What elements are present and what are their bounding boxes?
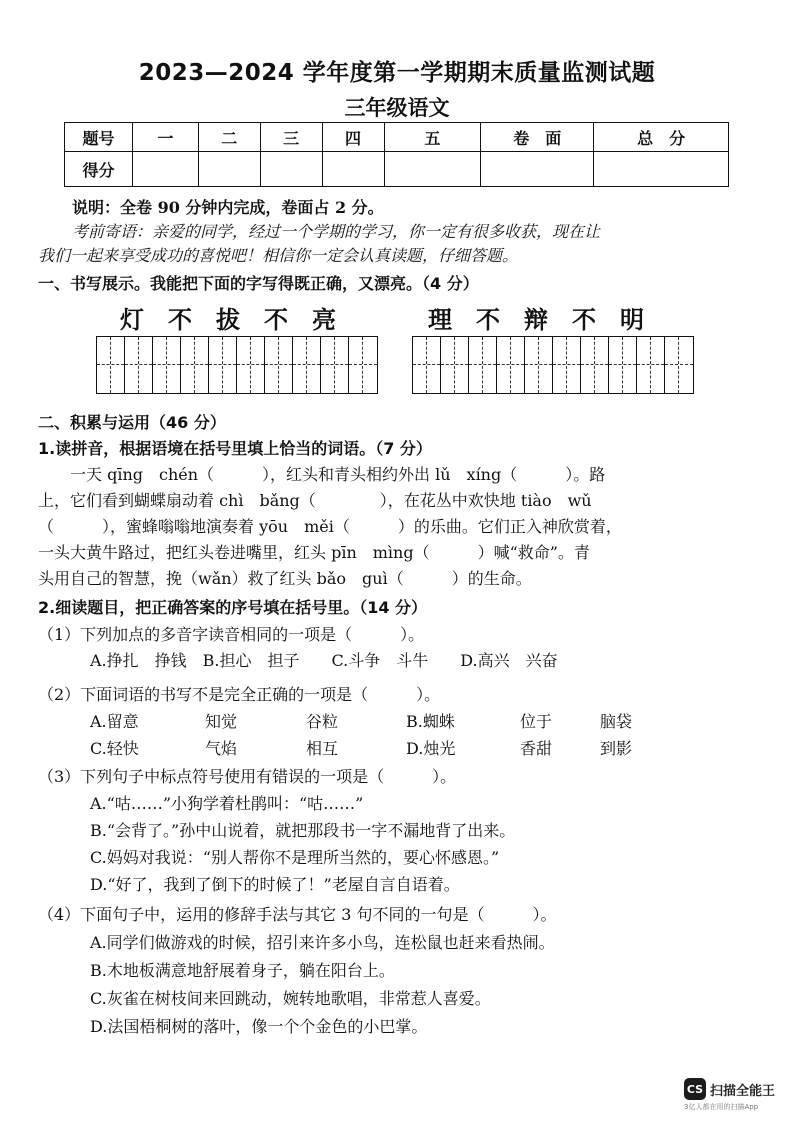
writing-cell[interactable] [497,337,525,393]
writing-grid-2[interactable] [412,336,694,394]
exam-message-line: 考前寄语：亲爱的同学，经过一个学期的学习，你一定有很多收获，现在让 [72,222,601,241]
q2-sub4-option: B.木地板满意地舒展着身子，躺在阳台上。 [90,961,395,980]
q2-sub2-option: 谷粒 [306,712,339,731]
q2-sub4-option: A.同学们做游戏的时候，招引来许多小鸟，连松鼠也赶来看热闹。 [90,933,555,952]
q1-heading: 1.读拼音，根据语境在括号里填上恰当的词语。（7 分） [38,439,432,458]
writing-cell[interactable] [349,337,377,393]
scanner-watermark [684,1078,775,1100]
writing-cell[interactable] [553,337,581,393]
q2-sub3-option: C.妈妈对我说：“别人帮你不是理所当然的，要心怀感恩。” [90,848,500,867]
writing-cell[interactable] [441,337,469,393]
q2-sub2-option: D.烛光 [406,739,456,758]
q2-sub3-option: D.“好了，我到了倒下的时候了！”老屋自言自语着。 [90,875,460,894]
q2-sub3-question: （3）下列句子中标点符号使用有错误的一项是（ ）。 [38,767,457,786]
exam-instruction: 说明：全卷 90 分钟内完成，卷面占 2 分。 [72,198,384,217]
q2-sub2-option: 位于 [520,712,553,731]
score-table-header-row [65,123,729,152]
exam-message-line: 我们一起来享受成功的喜悦吧！相信你一定会认真读题，仔细答题。 [38,246,519,265]
score-blank-cell[interactable] [481,152,594,187]
q1-passage-line: 一天 qīng chén（ ），红头和青头相约外出 lǔ xíng（ ）。路 [38,465,606,484]
q2-sub2-option: A.留意 [90,712,139,731]
q2-sub4-option: D.法国梧桐树的落叶，像一个个金色的小巴掌。 [90,1017,428,1036]
q2-sub2-option: 相互 [306,739,339,758]
writing-cell[interactable] [97,337,125,393]
score-blank-cell[interactable] [384,152,481,187]
copy-phrase-2: 理 不 辩 不 明 [428,306,644,334]
q1-passage-line: 一头大黄牛路过，把红头卷进嘴里，红头 pīn mìng（ ）喊“救命”。青 [38,543,590,562]
q2-sub4-option: C.灰雀在树枝间来回跳动，婉转地歌唱，非常惹人喜爱。 [90,989,491,1008]
q2-sub1-question: （1）下列加点的多音字读音相同的一项是（ ）。 [38,625,425,644]
exam-subtitle: 三年级语文 [344,96,450,120]
section1-heading: 一、书写展示。我能把下面的字写得既正确，又漂亮。（4 分） [38,274,479,293]
q1-passage-line: 上，它们看到蝴蝶扇动着 chì bǎng（ ），在花丛中欢快地 tiào wǔ [38,491,592,510]
q1-passage-line: （ ），蜜蜂嗡嗡地演奏着 yōu měi（ ）的乐曲。它们正入神欣赏着， [38,517,622,536]
writing-cell[interactable] [469,337,497,393]
score-header-cell: 五 [384,123,481,152]
camscanner-logo-icon: CS [684,1078,706,1100]
writing-grid-1[interactable] [96,336,378,394]
score-header-cell: 四 [322,123,384,152]
score-header-cell: 三 [260,123,322,152]
q2-sub2-option: 知觉 [205,712,238,731]
q2-sub4-question: （4）下面句子中，运用的修辞手法与其它 3 句不同的一句是（ ）。 [38,905,557,924]
score-header-cell: 总 分 [594,123,729,152]
scanner-tagline: 3亿人都在用的扫描App [684,1103,759,1111]
writing-cell[interactable] [153,337,181,393]
score-header-cell: 卷 面 [481,123,594,152]
writing-cell[interactable] [237,337,265,393]
q2-sub2-option: C.轻快 [90,739,139,758]
score-header-cell: 题号 [65,123,133,152]
q1-passage-line: 头用自己的智慧，挽（wǎn）救了红头 bǎo guì（ ）的生命。 [38,569,532,588]
writing-cell[interactable] [581,337,609,393]
writing-cell[interactable] [609,337,637,393]
q2-sub2-option: 到影 [600,739,633,758]
writing-cell[interactable] [125,337,153,393]
q2-sub3-option: A.“咕……”小狗学着杜鹃叫：“咕……” [90,794,364,813]
writing-cell[interactable] [665,337,693,393]
score-blank-cell[interactable] [260,152,322,187]
q2-sub2-option: 气焰 [205,739,238,758]
writing-cell[interactable] [293,337,321,393]
score-table-score-row [65,152,729,187]
writing-cell[interactable] [209,337,237,393]
q2-heading: 2.细读题目，把正确答案的序号填在括号里。（14 分） [38,598,428,617]
score-blank-cell[interactable] [322,152,384,187]
scanner-app-name: 扫描全能王 [710,1083,776,1099]
writing-cell[interactable] [637,337,665,393]
writing-cell[interactable] [321,337,349,393]
score-header-cell: 二 [198,123,260,152]
writing-cell[interactable] [413,337,441,393]
q2-sub3-option: B.“会背了。”孙中山说着，就把那段书一字不漏地背了出来。 [90,821,516,840]
score-blank-cell[interactable] [594,152,729,187]
q2-sub2-option: B.蜘蛛 [406,712,455,731]
score-blank-cell[interactable] [132,152,198,187]
score-row-label: 得分 [65,152,133,187]
q2-sub2-option: 脑袋 [600,712,633,731]
q2-sub1-options: A.挣扎 挣钱 B.担心 担子 C.斗争 斗牛 D.高兴 兴奋 [90,651,558,670]
copy-phrase-1: 灯 不 拔 不 亮 [120,306,336,334]
writing-cell[interactable] [181,337,209,393]
score-blank-cell[interactable] [198,152,260,187]
score-header-cell: 一 [132,123,198,152]
writing-cell[interactable] [525,337,553,393]
exam-title: 2023—2024 学年度第一学期期末质量监测试题 [138,60,656,86]
section2-heading: 二、积累与运用（46 分） [38,413,226,432]
score-table [64,122,729,187]
q2-sub2-option: 香甜 [520,739,553,758]
writing-cell[interactable] [265,337,293,393]
q2-sub2-question: （2）下面词语的书写不是完全正确的一项是（ ）。 [38,685,441,704]
